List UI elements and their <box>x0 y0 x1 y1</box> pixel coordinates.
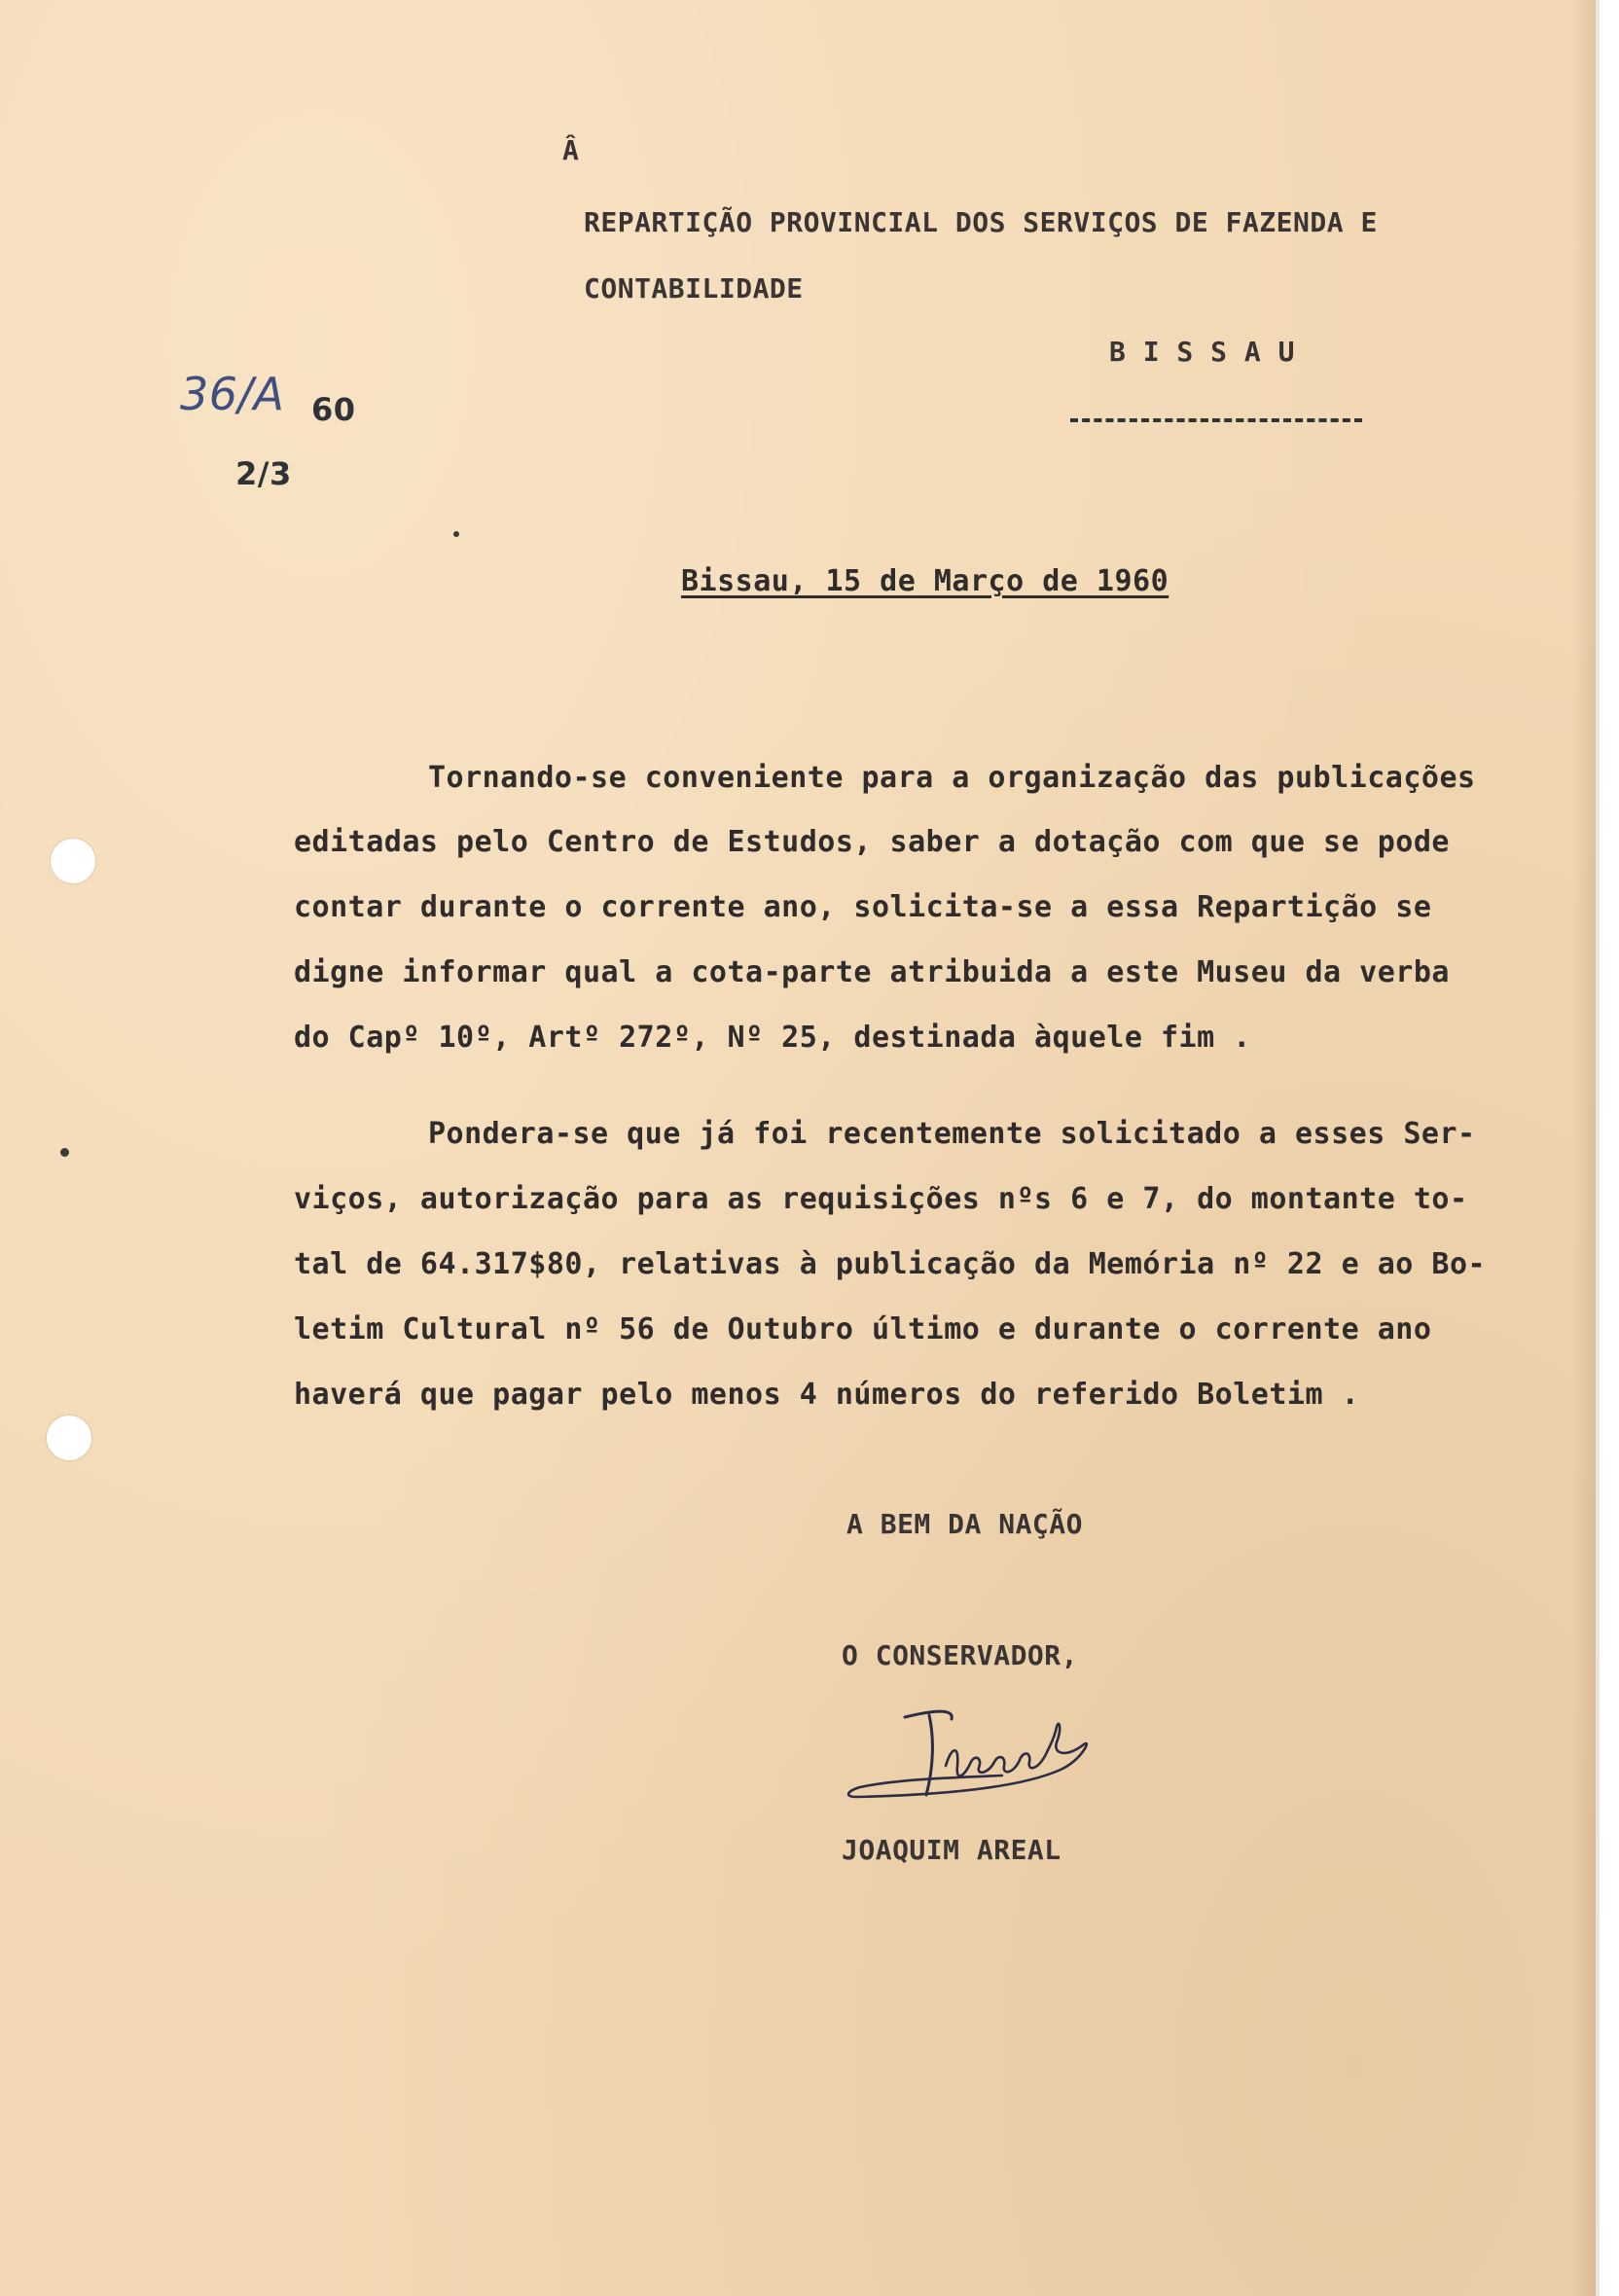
closing-motto: A BEM DA NAÇÃO <box>846 1508 1084 1540</box>
reference-sheet: 2/3 <box>235 455 292 492</box>
paragraph1-line: do Capº 10º, Artº 272º, Nº 25, destinada àquele fim . <box>294 1021 1251 1055</box>
paragraph2-line: Pondera-se que já foi recentemente solicitado a esses Ser- <box>428 1117 1476 1151</box>
ink-speck <box>60 1148 69 1157</box>
header-divider <box>1070 418 1362 422</box>
paragraph2-line: letim Cultural nº 56 de Outubro último e durante o corrente ano <box>294 1312 1432 1346</box>
header-mark: Â <box>562 134 580 166</box>
closing-title: O CONSERVADOR, <box>842 1639 1079 1671</box>
paragraph1-line: digne informar qual a cota-parte atribuida a este Museu da verba <box>294 955 1450 989</box>
page-edge-shadow <box>1572 0 1600 2296</box>
header-city: B I S S A U <box>1109 336 1295 368</box>
signatory-name: JOAQUIM AREAL <box>842 1834 1061 1866</box>
paragraph2-line: viços, autorização para as requisições nºs 6 e 7, do montante to- <box>294 1182 1468 1216</box>
header-line-2: CONTABILIDADE <box>584 272 804 305</box>
ink-speck <box>453 531 459 537</box>
punch-hole <box>47 1416 91 1460</box>
reference-handwritten: 36/A <box>180 368 285 420</box>
paragraph2-line: haverá que pagar pelo menos 4 números do referido Boletim . <box>294 1378 1360 1412</box>
paragraph2-line: tal de 64.317$80, relativas à publicação da Memória nº 22 e ao Bo- <box>294 1247 1487 1281</box>
header-line-1: REPARTIÇÃO PROVINCIAL DOS SERVIÇOS DE FAZENDA E <box>584 206 1378 238</box>
date-line: Bissau, 15 de Março de 1960 <box>681 564 1169 598</box>
punch-hole <box>51 839 95 883</box>
reference-year: 60 <box>311 391 356 428</box>
paragraph1-line: contar durante o corrente ano, solicita-se a essa Repartição se <box>294 890 1432 924</box>
paragraph1-line: editadas pelo Centro de Estudos, saber a dotação com que se pode <box>294 825 1450 859</box>
signature <box>837 1698 1148 1834</box>
paragraph1-line: Tornando-se conveniente para a organização das publicações <box>428 761 1476 795</box>
